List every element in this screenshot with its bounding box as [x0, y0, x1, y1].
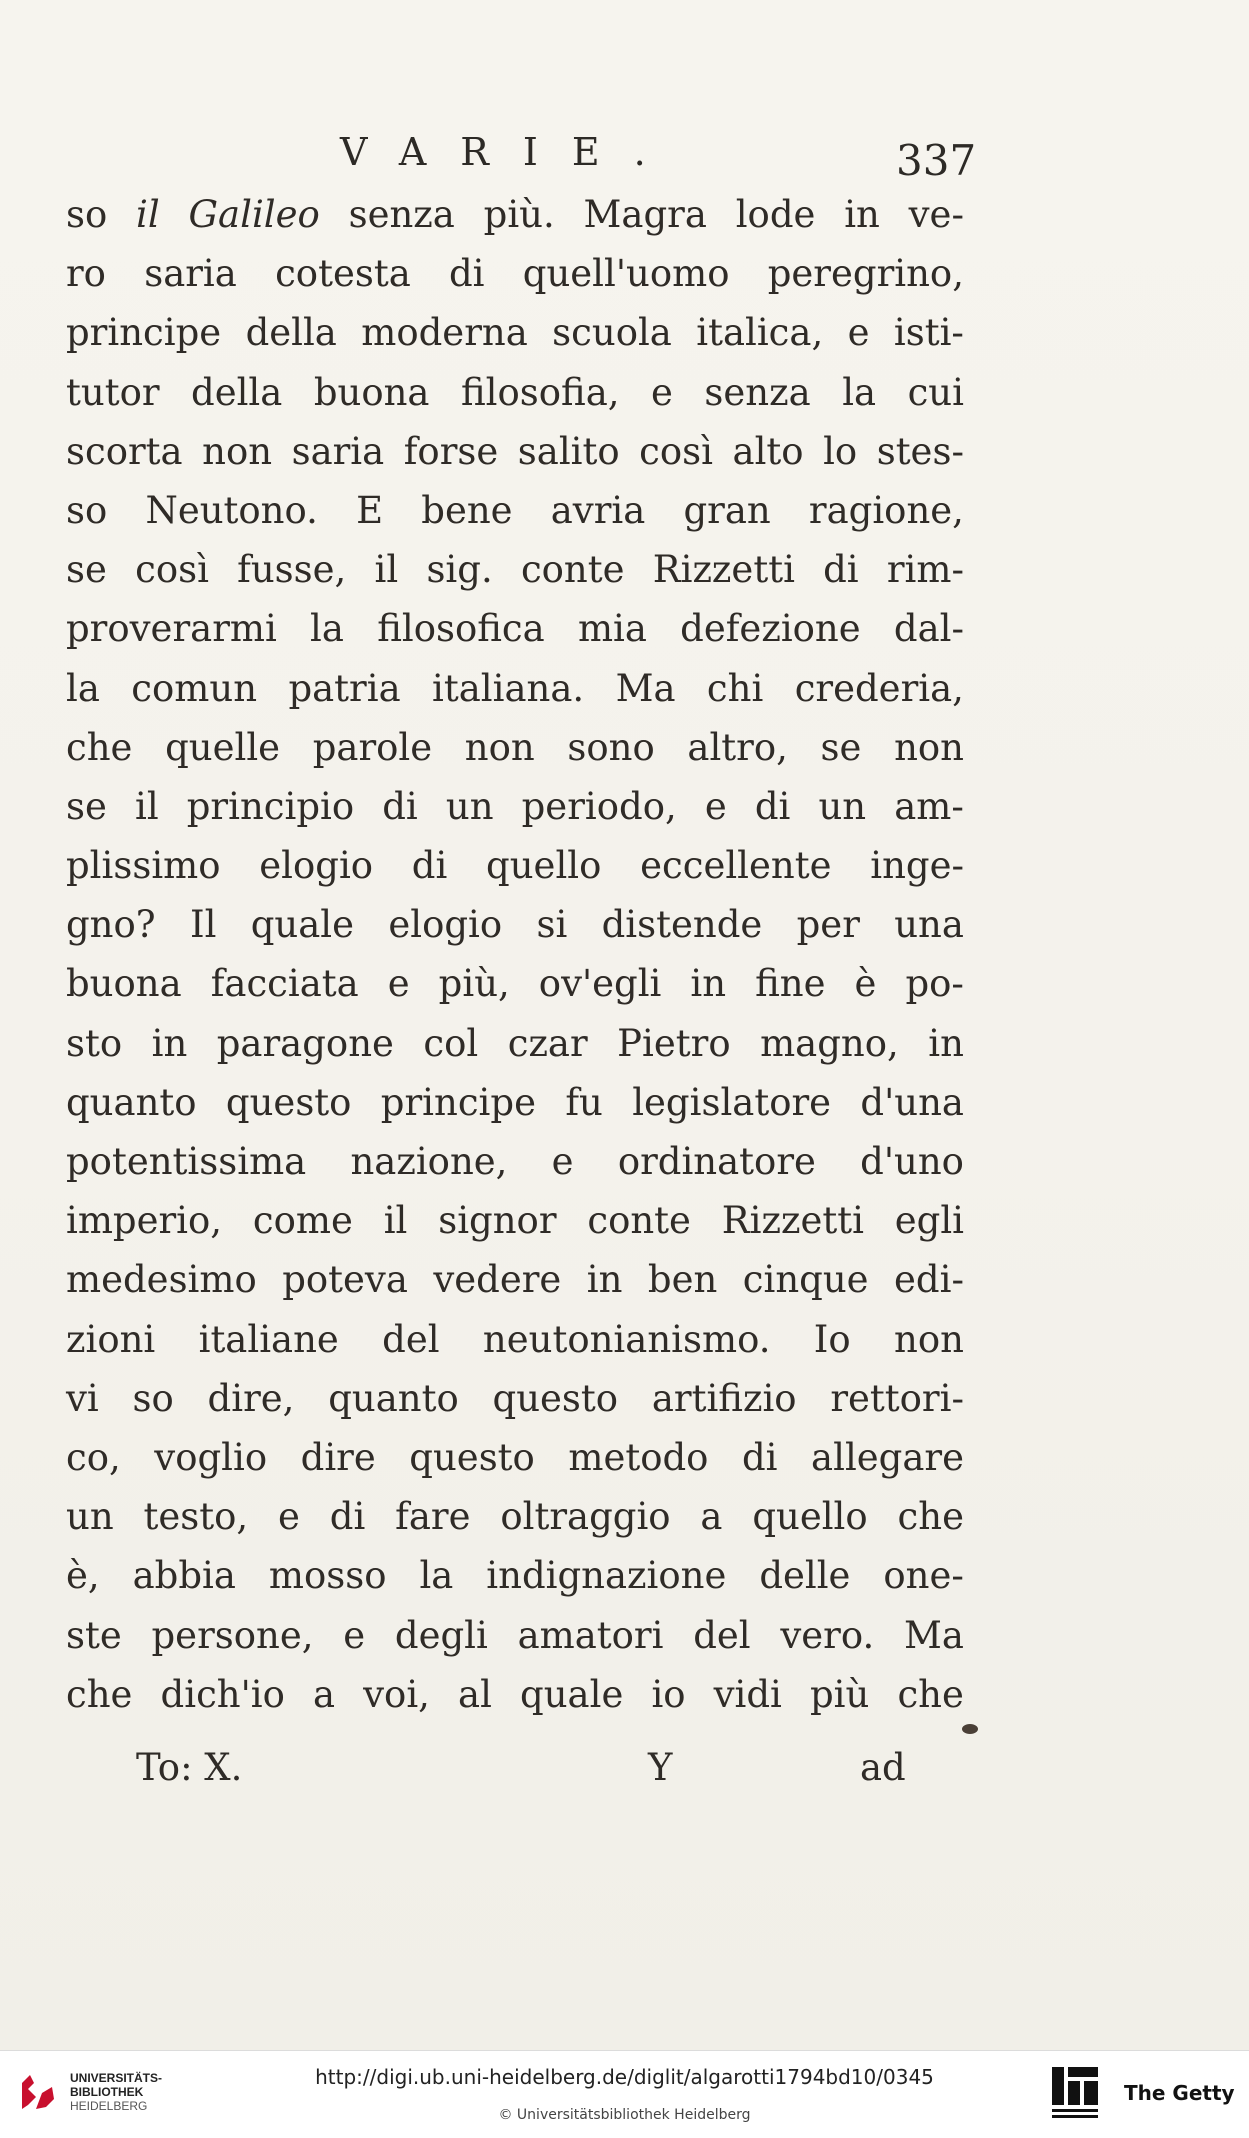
word: in: [151, 1021, 188, 1065]
word: isti-: [893, 311, 964, 355]
word: di: [741, 1435, 778, 1479]
word: quanto: [328, 1376, 459, 1420]
word: quelle: [165, 725, 281, 769]
word: col: [423, 1021, 479, 1065]
word: la: [842, 370, 877, 414]
word: periodo,: [521, 784, 677, 828]
word: saria: [144, 252, 237, 296]
word: eccellente: [640, 844, 832, 888]
word: il: [134, 784, 159, 828]
word: parole: [312, 725, 433, 769]
text-line: [66, 599, 964, 658]
word: fu: [565, 1080, 603, 1124]
word: d'uno: [860, 1140, 964, 1183]
word: facciata: [210, 962, 359, 1006]
word: buona: [313, 370, 430, 414]
word: sono: [567, 725, 655, 769]
text-line: [66, 1546, 964, 1605]
word: questo: [409, 1435, 535, 1479]
word: mia: [577, 607, 647, 651]
word: al: [458, 1672, 492, 1716]
word: tutor: [66, 370, 160, 414]
text-line: [66, 954, 964, 1013]
word: voglio: [154, 1435, 268, 1479]
word: persone,: [151, 1613, 314, 1657]
word: è: [854, 962, 877, 1006]
word: dich'io: [160, 1672, 285, 1716]
word: edi-: [894, 1258, 964, 1302]
word: senza: [704, 370, 811, 414]
text-line: [66, 1428, 964, 1487]
word: sto: [66, 1021, 123, 1065]
word: magno,: [760, 1021, 899, 1065]
word: gno?: [66, 903, 156, 947]
word: gran: [683, 488, 771, 532]
word: in: [586, 1258, 623, 1302]
word: italica,: [696, 311, 824, 355]
word: salito: [517, 429, 620, 473]
getty-logo-icon: [1050, 2065, 1100, 2123]
word: ste: [66, 1613, 122, 1657]
catchword: ad: [860, 1746, 906, 1789]
word: forse: [403, 429, 499, 473]
text-line: [66, 1250, 964, 1309]
word: allegare: [811, 1435, 964, 1479]
text-line: [66, 659, 964, 718]
word: il: [383, 1199, 408, 1243]
word: Neutono.: [145, 488, 318, 532]
word: nazione,: [350, 1140, 508, 1183]
word: come: [252, 1199, 353, 1243]
word: se: [66, 784, 107, 828]
italic-word: Galileo: [188, 193, 320, 236]
text-line: [66, 1487, 964, 1546]
word: so: [66, 193, 108, 236]
text-line: [66, 1310, 964, 1369]
word: principio: [186, 784, 355, 828]
text-line: [66, 185, 964, 244]
word: cui: [907, 370, 964, 414]
word: Magra: [583, 193, 707, 236]
word: che: [897, 1672, 964, 1716]
word: lode: [735, 193, 816, 236]
word: elogio: [259, 844, 374, 888]
word: di: [382, 784, 418, 828]
permalink-url[interactable]: http://digi.ub.uni-heidelberg.de/diglit/algarotti1794bd10/0345: [315, 2065, 934, 2089]
word: che: [897, 1495, 964, 1539]
text-line: [66, 1606, 964, 1665]
word: e: [343, 1613, 366, 1657]
word: po-: [905, 962, 964, 1006]
word: Rizzetti: [652, 548, 795, 592]
word: non: [894, 1317, 964, 1361]
text-line: [66, 1073, 964, 1132]
word: neutonianismo.: [482, 1317, 771, 1361]
word: fare: [395, 1495, 471, 1539]
word: one-: [883, 1554, 964, 1598]
word: mosso: [268, 1554, 387, 1598]
word: fine: [755, 962, 826, 1006]
word: se: [820, 725, 862, 769]
word: si: [536, 903, 568, 947]
word: ve-: [908, 193, 964, 236]
word: di: [449, 252, 485, 296]
ink-blot: [962, 1724, 978, 1734]
word: e: [551, 1140, 574, 1183]
word: ordinatore: [617, 1140, 816, 1183]
word: rettori-: [830, 1376, 964, 1420]
signature-mark: To: X.: [136, 1746, 243, 1789]
word: artifizio: [651, 1376, 797, 1420]
word: dire,: [207, 1376, 295, 1420]
text-line: [66, 718, 964, 777]
text-line: [66, 1369, 964, 1428]
word: ragione,: [808, 488, 964, 532]
word: imperio,: [66, 1199, 223, 1243]
word: filosofia,: [460, 370, 620, 414]
word: questo: [492, 1376, 619, 1420]
university-name: UNIVERSITÄTS- BIBLIOTHEK HEIDELBERG: [70, 2071, 163, 2113]
word: è,: [66, 1554, 100, 1598]
word: quello: [486, 844, 602, 888]
text-line: [66, 422, 964, 481]
word: principe: [66, 311, 222, 355]
catchline: [136, 1746, 906, 1806]
word: vi: [66, 1376, 99, 1420]
word: d'una: [860, 1080, 964, 1124]
word: non: [464, 725, 535, 769]
word: la: [310, 607, 344, 651]
word: am-: [894, 784, 964, 828]
word: ben: [647, 1258, 718, 1302]
word: paragone: [216, 1021, 394, 1065]
word: quello: [752, 1495, 868, 1539]
gathering-letter: Y: [648, 1746, 673, 1789]
word: comun: [131, 666, 258, 710]
word: un: [66, 1495, 114, 1539]
word: fusse,: [237, 548, 347, 592]
word: bene: [421, 488, 513, 532]
word: cotesta: [275, 252, 411, 296]
word: il: [374, 548, 399, 592]
word: signor: [438, 1199, 557, 1243]
word: quanto: [66, 1080, 197, 1124]
page-number: 337: [896, 136, 977, 185]
word: alto: [732, 429, 804, 473]
word: Ma: [903, 1613, 964, 1657]
word: buona: [66, 962, 182, 1006]
word: di: [823, 548, 859, 592]
word: peregrino,: [767, 252, 964, 296]
word: medesimo: [66, 1258, 257, 1302]
word: defezione: [680, 607, 861, 651]
word: questo: [225, 1080, 352, 1124]
italic-word: il: [136, 193, 160, 236]
word: Il: [189, 903, 217, 947]
word: che: [66, 1672, 133, 1716]
word: indignazione: [486, 1554, 727, 1598]
word: vidi: [713, 1672, 782, 1716]
word: non: [202, 429, 273, 473]
word: conte: [587, 1199, 691, 1243]
word: italiana.: [432, 666, 585, 710]
text-line: [66, 1665, 964, 1724]
word: cinque: [742, 1258, 869, 1302]
word: Io: [813, 1317, 851, 1361]
word: scorta: [66, 429, 183, 473]
word: così: [639, 429, 713, 473]
word: la: [66, 666, 100, 710]
word: una: [894, 903, 964, 947]
word: saria: [291, 429, 385, 473]
word: lo: [823, 429, 858, 473]
word: metodo: [568, 1435, 709, 1479]
word: plissimo: [66, 844, 221, 888]
word: chi: [706, 666, 764, 710]
text-line: [66, 1132, 964, 1191]
word: Ma: [615, 666, 676, 710]
text-line: [66, 895, 964, 954]
word: patria: [288, 666, 401, 710]
word: dal-: [893, 607, 964, 651]
word: conte: [520, 548, 625, 592]
word: sig.: [426, 548, 493, 592]
word: più,: [438, 962, 510, 1006]
word: rim-: [886, 548, 964, 592]
word: io: [651, 1672, 686, 1716]
word: in: [844, 193, 880, 236]
word: legislatore: [632, 1080, 832, 1124]
word: non: [894, 725, 964, 769]
word: principe: [380, 1080, 536, 1124]
word: in: [690, 962, 727, 1006]
word: elogio: [388, 903, 503, 947]
word: senza: [348, 193, 455, 236]
word: del: [693, 1613, 751, 1657]
word: so: [132, 1376, 174, 1420]
word: e: [704, 784, 727, 828]
word: così: [135, 548, 209, 592]
word: la: [419, 1554, 454, 1598]
word: di: [329, 1495, 366, 1539]
word: stes-: [876, 429, 964, 473]
word: inge-: [870, 844, 964, 888]
word: se: [66, 548, 107, 592]
word: degli: [394, 1613, 488, 1657]
text-line: [66, 540, 964, 599]
word: quell'uomo: [522, 252, 730, 296]
word: ro: [66, 252, 106, 296]
word: quale: [520, 1672, 624, 1716]
word: vedere: [433, 1258, 562, 1302]
word: per: [796, 903, 860, 947]
word: poteva: [282, 1258, 408, 1302]
word: un: [818, 784, 867, 828]
word: potentissima: [66, 1140, 307, 1183]
running-head-title: VARIE.: [340, 130, 680, 174]
word: egli: [894, 1199, 964, 1243]
word: più.: [483, 193, 555, 236]
word: proverarmi: [66, 607, 277, 651]
word: so: [66, 488, 108, 532]
viewer-footer: [0, 2050, 1249, 2138]
word: dire: [300, 1435, 376, 1479]
word: testo,: [143, 1495, 249, 1539]
word: filosofica: [377, 607, 545, 651]
word: amatori: [517, 1613, 664, 1657]
text-line: [66, 777, 964, 836]
word: del: [382, 1317, 440, 1361]
word: e: [387, 962, 410, 1006]
word: oltraggio: [500, 1495, 671, 1539]
word: distende: [601, 903, 763, 947]
text-line: [66, 481, 964, 540]
body-text: [66, 185, 964, 1724]
word: Pietro: [617, 1021, 731, 1065]
word: voi,: [363, 1672, 430, 1716]
word: e: [847, 311, 870, 355]
word: scuola: [552, 311, 672, 355]
text-line: [66, 303, 964, 362]
text-line: [66, 836, 964, 895]
running-head: [0, 130, 1249, 190]
word: czar: [507, 1021, 588, 1065]
word: più: [810, 1672, 870, 1716]
word: altro,: [687, 725, 788, 769]
word: che: [66, 725, 133, 769]
word: zioni: [66, 1317, 156, 1361]
word: avria: [550, 488, 646, 532]
word: quale: [250, 903, 355, 947]
text-line: [66, 1191, 964, 1250]
word: vero.: [780, 1613, 875, 1657]
word: abbia: [132, 1554, 236, 1598]
partner-name: The Getty: [1124, 2081, 1235, 2105]
word: crederia,: [794, 666, 964, 710]
text-line: [66, 1014, 964, 1073]
text-line: [66, 363, 964, 422]
word: E: [356, 488, 384, 532]
word: di: [411, 844, 448, 888]
word: e: [651, 370, 673, 414]
word: di: [754, 784, 791, 828]
word: delle: [759, 1554, 851, 1598]
word: a: [700, 1495, 723, 1539]
word: Rizzetti: [721, 1199, 864, 1243]
word: un: [445, 784, 494, 828]
word: della: [245, 311, 337, 355]
word: italiane: [198, 1317, 339, 1361]
word: a: [313, 1672, 336, 1716]
text-line: [66, 244, 964, 303]
word: co,: [66, 1435, 121, 1479]
word: in: [928, 1021, 964, 1065]
copyright-notice: © Universitätsbibliothek Heidelberg: [498, 2107, 751, 2123]
word: moderna: [361, 311, 528, 355]
word: e: [278, 1495, 300, 1539]
word: ov'egli: [538, 962, 662, 1006]
word: della: [191, 370, 283, 414]
